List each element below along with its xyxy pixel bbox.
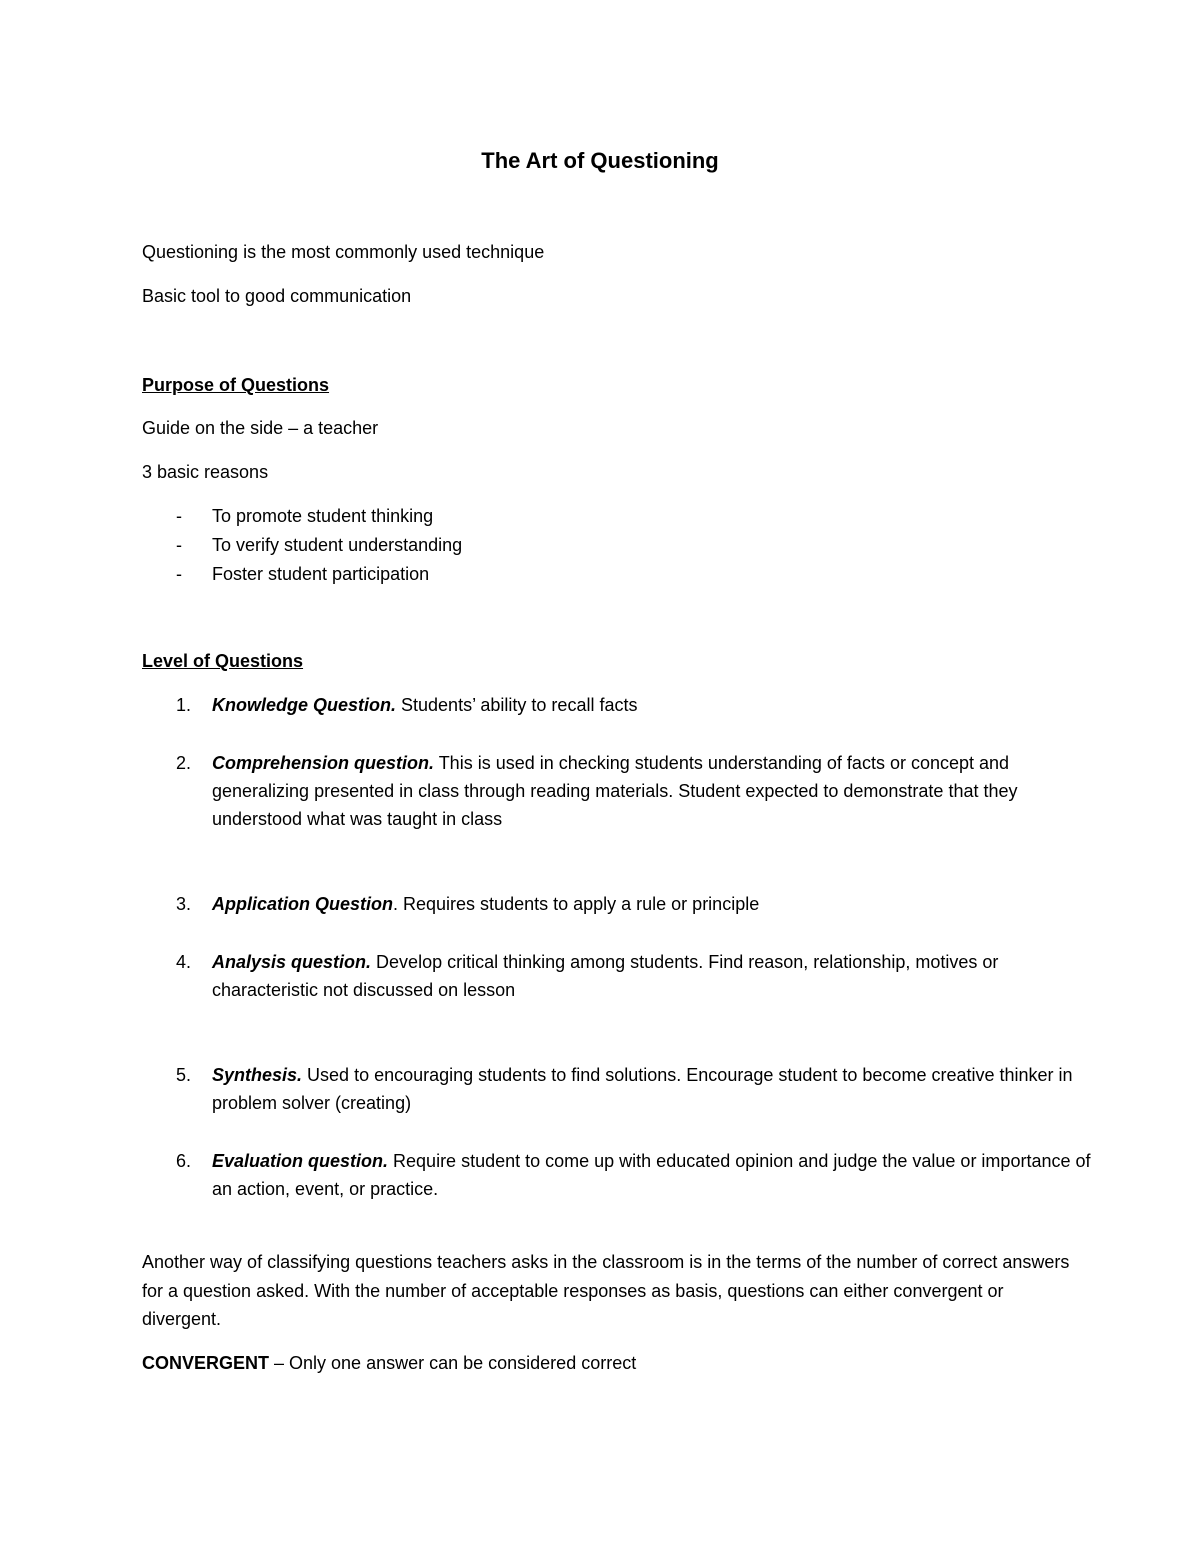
purpose-line-1: Guide on the side – a teacher [142,418,379,438]
item-number: 5. [176,1065,192,1085]
item-text: Students’ ability to recall facts [396,695,638,715]
item-term: Evaluation question. [212,1151,389,1171]
item-text: Used to encouraging students to find solutions. Encourage student to become creative thinker in problem solver (creating) [212,1065,1073,1113]
level-list-item [142,1061,1082,1119]
item-number: 3. [176,894,192,914]
item-body [212,1061,1092,1117]
item-term: Analysis question. [212,952,372,972]
level-list-item [142,948,1082,1006]
item-number: 4. [176,952,192,972]
purpose-heading: Purpose of Questions [142,375,330,395]
convergent-label: CONVERGENT [142,1353,270,1373]
convergent-text: – Only one answer can be considered correct [269,1353,637,1373]
item-body [212,890,1092,918]
item-term: Comprehension question. [212,753,435,773]
item-body [212,691,1092,719]
reason-text: To promote student thinking [212,506,434,526]
levels-heading: Level of Questions [142,651,304,671]
item-number: 2. [176,753,192,773]
intro-line-2: Basic tool to good communication [142,286,412,306]
item-body [212,1147,1092,1203]
reason-list-item [142,531,742,559]
document-title: The Art of Questioning [481,148,719,173]
level-list-item [142,890,1082,920]
item-text: This is used in checking students understanding of facts or concept and generalizing presented in class through reading materials. Student expected to demonstrate that they understood what was taught in class [212,753,1018,829]
level-list-item [142,749,1082,837]
reason-list-item [142,560,742,588]
reason-list-item [142,502,742,530]
intro-line-1: Questioning is the most commonly used technique [142,242,545,262]
item-text: Require student to come up with educated opinion and judge the value or importance of an action, event, or practice. [212,1151,1091,1199]
item-text: . Requires students to apply a rule or principle [393,894,760,914]
item-number: 1. [176,695,192,715]
item-body [212,948,1092,1004]
classification-paragraph: Another way of classifying questions teachers asks in the classroom is in the terms of the number of correct answers for a question asked. With the number of acceptable responses as basis, questions can either convergent or divergent. [142,1252,1070,1329]
item-term: Application Question [212,894,394,914]
dash-bullet: - [176,564,182,584]
level-list-item [142,1147,1091,1205]
reason-text: Foster student participation [212,564,430,584]
dash-bullet: - [176,535,182,555]
reason-text: To verify student understanding [212,535,463,555]
level-list-item [142,691,1082,721]
convergent-definition [142,1349,636,1377]
purpose-line-2: 3 basic reasons [142,462,269,482]
item-text: Develop critical thinking among students. Find reason, relationship, motives or characteristic not discussed on lesson [212,952,999,1000]
item-term: Synthesis. [212,1065,303,1085]
dash-bullet: - [176,506,182,526]
item-number: 6. [176,1151,192,1171]
item-body [212,749,1092,833]
item-term: Knowledge Question. [212,695,397,715]
